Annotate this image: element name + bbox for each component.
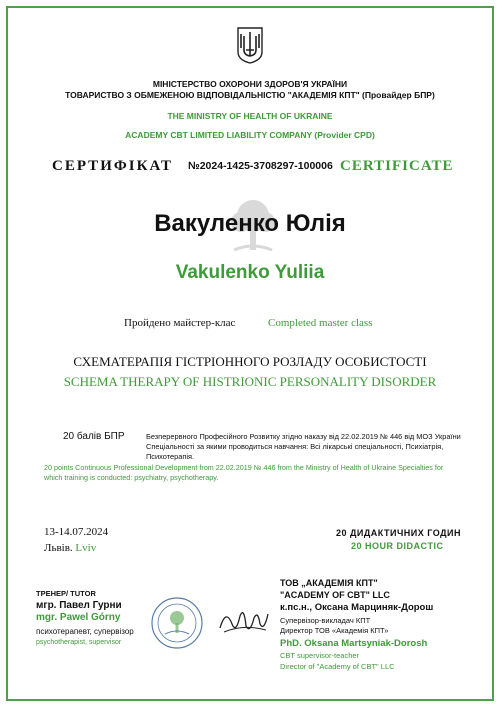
trainer-name-ua: мгр. Павел Гурни xyxy=(36,600,122,611)
director-role-ua-1: Супервізор-викладач КПТ xyxy=(280,616,371,625)
event-city-en: Lviv xyxy=(75,542,97,554)
director-org-en: "ACADEMY OF CBT" LLC xyxy=(280,590,390,600)
event-hours-en: 20 HOUR DIDACTIC xyxy=(351,541,444,551)
points-text-ua-line-1: Безперервного Професійного Розвитку згідно наказу від 22.02.2019 № 446 від МОЗ України xyxy=(146,432,461,441)
recipient-name-en: Vakulenko Yuliia xyxy=(175,262,325,283)
completion-label-en: Completed master class xyxy=(268,317,373,329)
director-org-ua: ТОВ „АКАДЕМІЯ КПТ" xyxy=(280,578,378,588)
company-en: ACADEMY CBT LIMITED LIABILITY COMPANY (Provider CPD) xyxy=(125,130,375,140)
points-text-en-line-2: which training is conducted: psychiatry, psychotherapy. xyxy=(44,473,219,482)
points-label-ua: 20 балів БПР xyxy=(63,431,125,442)
trident-emblem-icon xyxy=(236,26,264,64)
academy-seal-icon xyxy=(150,596,204,650)
certificate-title-en: CERTIFICATE xyxy=(340,158,454,174)
points-text-ua-line-2: Спеціальності за якими проводиться навчання: Всі лікарські спеціальності, Психіатрія, xyxy=(146,442,444,451)
trainer-heading: ТРЕНЕР/ TUTOR xyxy=(36,589,96,598)
ministry-en: THE MINISTRY OF HEALTH OF UKRAINE xyxy=(167,111,333,121)
certificate-title-ua: СЕРТИФІКАТ xyxy=(52,158,173,174)
director-role-en-1: CBT supervisor-teacher xyxy=(280,651,360,660)
course-title-en: SCHEMA THERAPY OF HISTRIONIC PERSONALITY DISORDER xyxy=(63,374,437,389)
certificate-number: №2024-1425-3708297-100006 xyxy=(188,160,333,172)
director-role-en-2: Director of "Academy of CBT" LLC xyxy=(280,662,395,671)
trainer-role-en: psychotherapist, supervisor xyxy=(36,639,122,646)
title-row xyxy=(0,158,500,178)
recipient-name-ua: Вакуленко Юлія xyxy=(154,210,346,237)
points-text-en xyxy=(44,463,474,483)
director-role-ua-2: Директор ТОВ «Академія КПТ» xyxy=(280,626,389,635)
completion-label-ua: Пройдено майстер-клас xyxy=(124,317,236,329)
trainer-name-en: mgr. Pawel Górny xyxy=(36,612,121,623)
signature-icon xyxy=(216,604,272,638)
event-city xyxy=(44,542,96,554)
director-name-en: PhD. Oksana Martsyniak-Dorosh xyxy=(280,638,428,649)
company-ua: ТОВАРИСТВО З ОБМЕЖЕНОЮ ВІДПОВІДАЛЬНІСТЮ "АКАДЕМІЯ КПТ" (Провайдер БПР) xyxy=(65,90,435,100)
event-city-ua: Львів. xyxy=(44,542,73,554)
points-text-ua-line-3: Психотерапія. xyxy=(146,452,195,461)
course-title-ua: СХЕМАТЕРАПІЯ ГІСТРІОННОГО РОЗЛАДУ ОСОБИСТОСТІ xyxy=(73,354,427,369)
event-dates: 13-14.07.2024 xyxy=(44,526,109,538)
director-name-ua: к.пс.н., Оксана Марциняк-Дорош xyxy=(280,602,434,613)
ministry-ua: МІНІСТЕРСТВО ОХОРОНИ ЗДОРОВ'Я УКРАЇНИ xyxy=(152,79,348,89)
points-text-ua xyxy=(146,432,476,462)
event-hours-ua: 20 ДИДАКТИЧНИХ ГОДИН xyxy=(336,528,462,538)
points-text-en-line-1: 20 points Continuous Professional Development from 22.02.2019 № 446 from the Ministry of Health of Ukraine Specialties for xyxy=(44,463,444,472)
trainer-role-ua: психотерапевт, супервізор xyxy=(36,627,134,636)
